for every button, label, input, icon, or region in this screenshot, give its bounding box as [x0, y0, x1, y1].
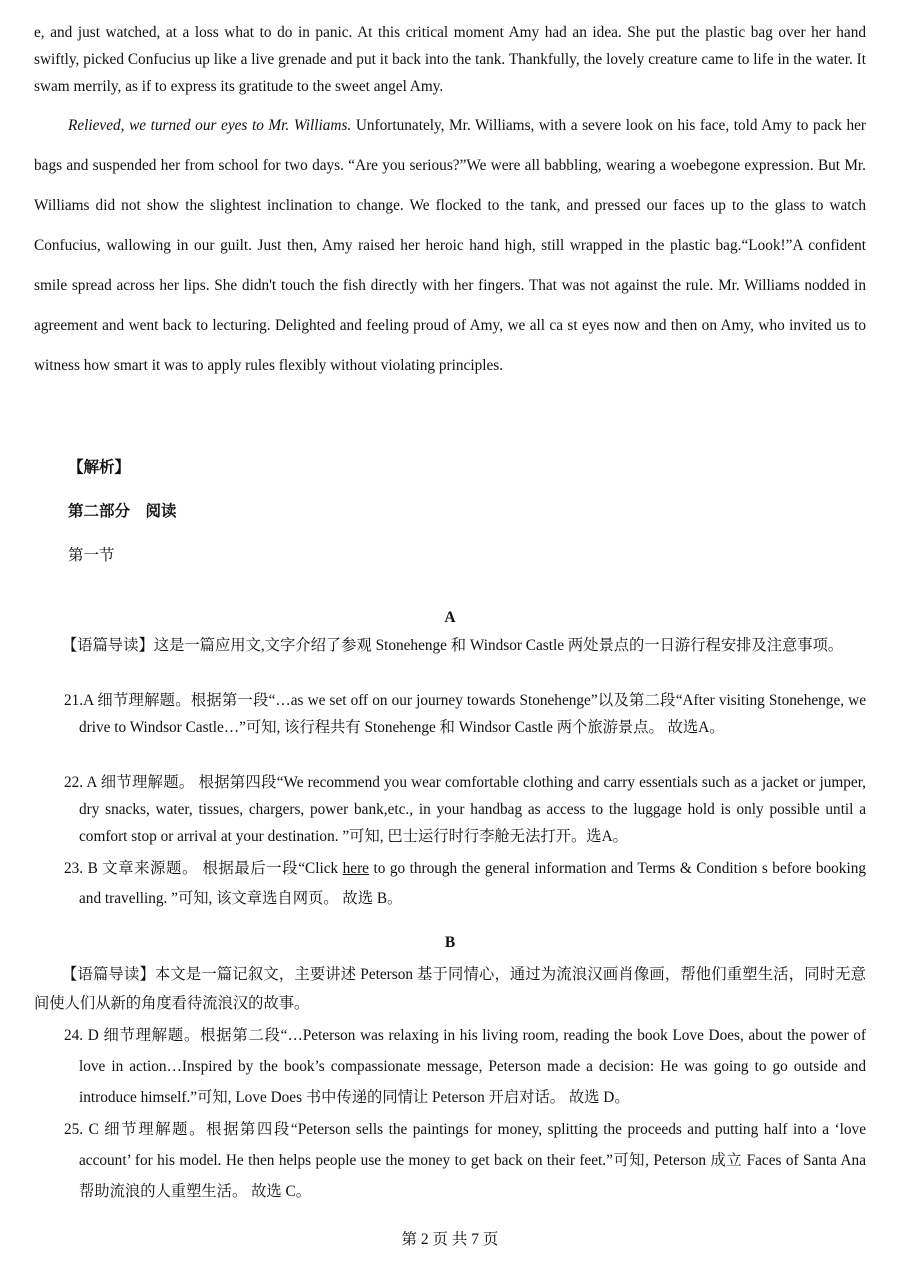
story-paragraph-2-text: Unfortunately, Mr. Williams, with a severe look on his face, told Amy to pack her bags and suspended her from school for two days. “Are you serious?”We were all babbling, wearing a woebegone expression. But Mr. Williams did not show the slightest inclination to change. We flocked to the tank, and pressed our faces up to the glass to watch Confucius, wallowing in our guilt. Just then, Amy raised her heroic hand high, still wrapped in the plastic bag.“Look!”A confident smile spread across her lips. She didn't touch the fish directly with her fingers. That was not against the rule. Mr. Williams nodded in agreement and went back to lecturing. Delighted and feeling proud of Amy, we all ca st eyes now and then on Amy, who invited us to witness how smart it was to apply rules flexibly without violating principles.: [34, 117, 866, 374]
story-paragraph-1: e, and just watched, at a loss what to do in panic. At this critical moment Amy had an idea. She put the plastic bag over her hand swiftly, picked Confucius up like a live grenade and put it back into the tank. Thankfully, the lovely creature came to life in the water. It swam merrily, as if to express its gratitude to the sweet angel Amy.: [34, 24, 866, 95]
analysis-heading: 【解析】: [68, 459, 131, 476]
part-heading: 第二部分 阅读: [68, 503, 177, 520]
passage-b-letter: B: [444, 934, 456, 951]
story-paragraph-2: [34, 106, 866, 386]
answer-23-text-a: 23. B 文章来源题。 根据最后一段“Click: [64, 860, 343, 877]
answer-21: 21.A 细节理解题。根据第一段“…as we set off on our journey towards Stonehenge”以及第二段“After visiting Stonehenge, we drive to Windsor Castle…”可知, 该行程共有 Stonehenge 和 Windsor Castle 两个旅游景点。 故选A。: [64, 692, 866, 736]
answer-23: [64, 854, 866, 914]
passage-a-guide: 【语篇导读】这是一篇应用文,文字介绍了参观 Stonehenge 和 Windsor Castle 两处景点的一日游行程安排及注意事项。: [62, 637, 844, 654]
section-heading: 第一节: [68, 547, 115, 564]
passage-b-guide: 【语篇导读】本文是一篇记叙文，主要讲述 Peterson 基于同情心，通过为流浪汉画肖像画，帮他们重塑生活，同时无意间使人们从新的角度看待流浪汉的故事。: [34, 966, 866, 1012]
answer-23-text-b: to go through the general information and Terms & Condition s before booking and travelling. ”可知, 该文章选自网页。 故选 B。: [79, 860, 866, 907]
answer-22: 22. A 细节理解题。 根据第四段“We recommend you wear comfortable clothing and carry essentials such as a jacket or jumper, dry snacks, water, tissues, chargers, power bank,etc., in your handbag as access to the luggage hold is only possible until a comfort stop or arrival at your destination. ”可知, 巴士运行时行李舱无法打开。选A。: [64, 774, 866, 845]
story-paragraph-2-italic: Relieved, we turned our eyes to Mr. Williams.: [68, 117, 352, 134]
answer-25: 25. C 细节理解题。根据第四段“Peterson sells the paintings for money, splitting the proceeds and putting half into a ‘love account’ for his model. He then helps people use the money to get back on their feet.”可知, Peterson 成立 Faces of Santa Ana 帮助流浪的人重塑生活。 故选 C。: [64, 1121, 866, 1200]
answer-24: 24. D 细节理解题。根据第二段“…Peterson was relaxing in his living room, reading the book Love Does, about the power of love in action…Inspired by the book’s compassionate message, Peterson made a decision: He was going to go outside and introduce himself.”可知, Love Does 书中传递的同情让 Peterson 开启对话。 故选 D。: [64, 1027, 866, 1106]
page-footer: 第 2 页 共 7 页: [401, 1231, 499, 1248]
here-link[interactable]: here: [342, 860, 369, 877]
passage-a-letter: A: [444, 609, 456, 626]
